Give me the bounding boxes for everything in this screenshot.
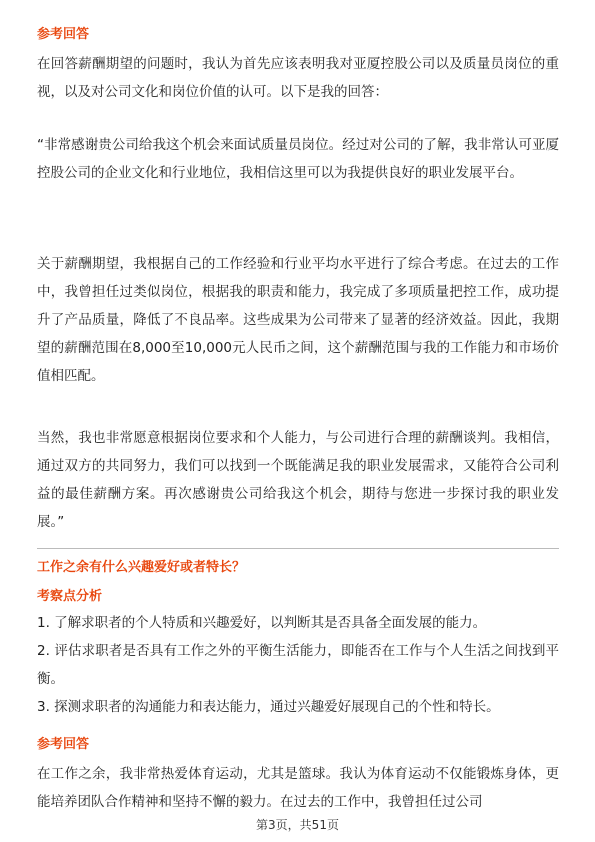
analysis-point-3: 3. 探测求职者的沟通能力和表达能力，通过兴趣爱好展现自己的个性和特长。 (37, 699, 500, 715)
answer-body-1 (37, 131, 559, 187)
question-section-2 (37, 559, 559, 577)
analysis-points (37, 609, 559, 721)
answer-body-3 (37, 424, 559, 536)
answer-paragraph-1: “非常感谢贵公司给我这个机会来面试质量员岗位。经过对公司的了解，我非常认可亚厦控股公司的企业文化和行业地位，我相信这里可以为我提供良好的职业发展平台。 (37, 137, 559, 181)
answer-body-2 (37, 250, 559, 390)
answer-paragraph-2: 关于薪酬期望，我根据自己的工作经验和行业平均水平进行了综合考虑。在过去的工作中，我曾担任过类似岗位，根据我的职责和能力，我完成了多项质量把控工作，成功提升了产品质量，降低了不良品率。这些成果为公司带来了显著的经济效益。因此，我期望的薪酬范围在8,000至10,000元人民币之间，这个薪酬范围与我的工作能力和市场价值相匹配。 (37, 256, 559, 384)
answer-heading: 参考回答 (37, 27, 90, 42)
page-number: 第3页，共51页 (256, 818, 339, 832)
analysis-point-2: 2. 评估求职者是否具有工作之外的平衡生活能力，即能否在工作与个人生活之间找到平衡。 (37, 643, 559, 687)
analysis-heading: 考察点分析 (37, 589, 103, 604)
answer-paragraph-3: 当然，我也非常愿意根据岗位要求和个人能力，与公司进行合理的薪酬谈判。我相信，通过双方的共同努力，我们可以找到一个既能满足我的职业发展需求，又能符合公司利益的最佳薪酬方案。再次感谢贵公司给我这个机会，期待与您进一步探讨我的职业发展。” (37, 430, 559, 530)
answer-section-1 (37, 26, 559, 44)
question-heading: 工作之余有什么兴趣爱好或者特长？ (37, 560, 246, 575)
answer-body-4 (37, 760, 559, 816)
intro-paragraph: 在回答薪酬期望的问题时，我认为首先应该表明我对亚厦控股公司以及质量员岗位的重视，以及对公司文化和岗位价值的认可。以下是我的回答： (37, 56, 559, 100)
analysis-point-1: 1. 了解求职者的个人特质和兴趣爱好，以判断其是否具备全面发展的能力。 (37, 615, 487, 631)
answer-paragraph-4: 在工作之余，我非常热爱体育运动，尤其是篮球。我认为体育运动不仅能锻炼身体，更能培养团队合作精神和坚持不懈的毅力。在过去的工作中，我曾担任过公司 (37, 766, 559, 810)
analysis-section (37, 588, 559, 606)
answer-heading-2: 参考回答 (37, 737, 90, 752)
answer-section-2 (37, 736, 559, 754)
answer-intro (37, 50, 559, 106)
section-divider (37, 548, 559, 549)
